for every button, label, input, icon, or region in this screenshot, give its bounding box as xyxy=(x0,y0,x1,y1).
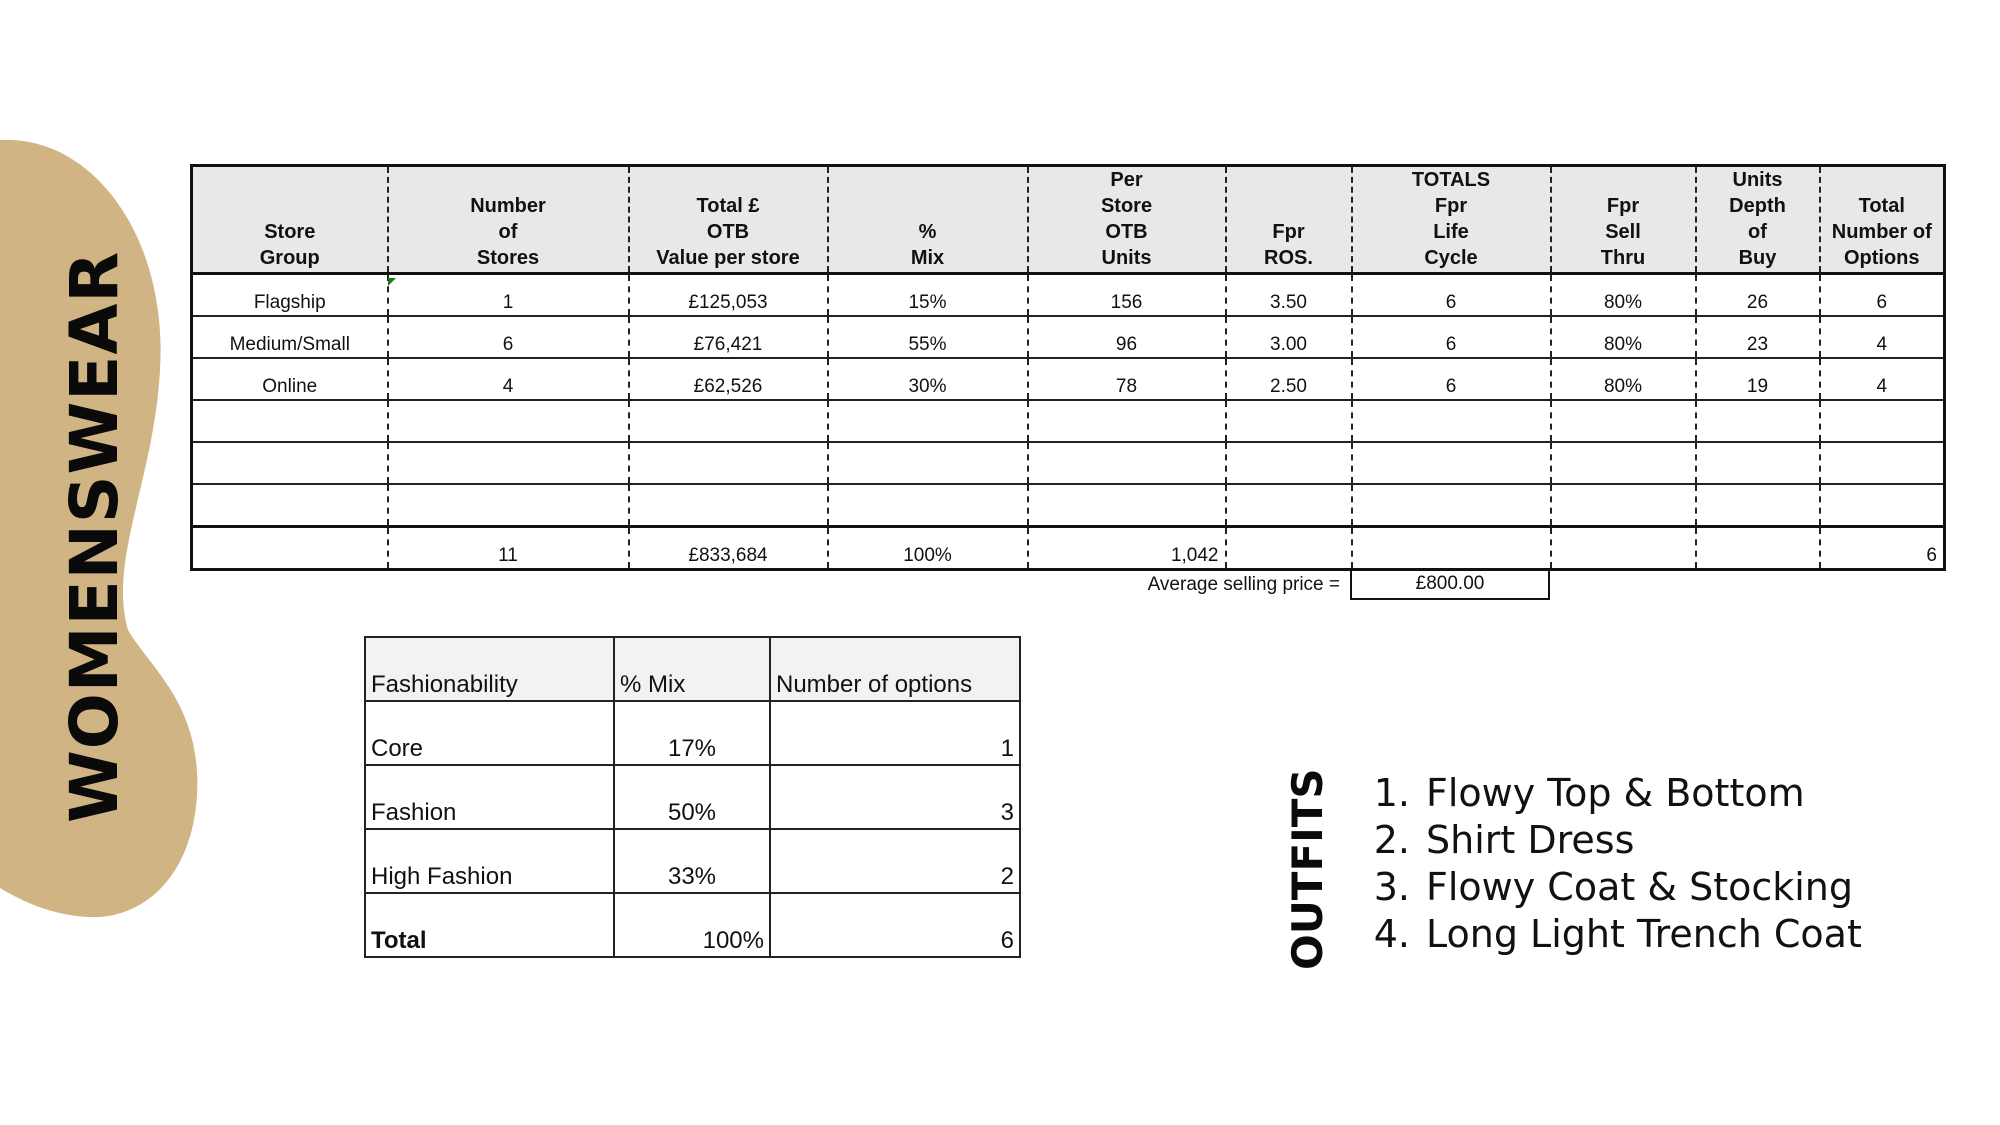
fashionability-cell: Core xyxy=(365,701,614,765)
table-row xyxy=(365,829,1020,893)
table-cell: 4 xyxy=(388,358,629,400)
outfit-label: Flowy Top & Bottom xyxy=(1426,771,1805,815)
header-line: Fpr xyxy=(1606,195,1640,217)
options-cell: 1 xyxy=(770,701,1020,765)
header-line: OTB xyxy=(1105,221,1148,243)
header-cell xyxy=(388,166,629,274)
table-cell xyxy=(1820,484,1945,527)
total-mix: 100% xyxy=(614,893,770,957)
table-cell: 78 xyxy=(1028,358,1226,400)
total-options: 6 xyxy=(770,893,1020,957)
total-cell xyxy=(192,527,388,570)
table-row xyxy=(365,701,1020,765)
mix-cell: 17% xyxy=(614,701,770,765)
table-cell xyxy=(1352,400,1551,442)
header-line: Number xyxy=(470,195,546,217)
table-cell: 6 xyxy=(1352,358,1551,400)
table-row xyxy=(192,442,1945,484)
table-cell xyxy=(1551,400,1696,442)
fashionability-header-row xyxy=(365,637,1020,701)
table-cell: Medium/Small xyxy=(192,316,388,358)
header-line: Life xyxy=(1433,221,1469,243)
header-cell: % Mix xyxy=(614,637,770,701)
table-cell xyxy=(1696,400,1820,442)
table-cell xyxy=(388,442,629,484)
table-cell: 80% xyxy=(1551,358,1696,400)
header-line: Mix xyxy=(910,247,945,269)
table-cell: 6 xyxy=(388,316,629,358)
header-line: of xyxy=(498,221,518,243)
table-cell xyxy=(1352,484,1551,527)
header-cell xyxy=(828,166,1028,274)
fashionability-cell: High Fashion xyxy=(365,829,614,893)
table-cell: 4 xyxy=(1820,316,1945,358)
section-title: WOMENSWEAR xyxy=(56,250,133,823)
table-row xyxy=(365,765,1020,829)
table-cell: 15% xyxy=(828,274,1028,317)
header-line: OTB xyxy=(706,221,750,243)
table-cell xyxy=(1226,400,1352,442)
table-cell: £125,053 xyxy=(629,274,828,317)
header-cell xyxy=(192,166,388,274)
table-cell xyxy=(1028,400,1226,442)
table-cell xyxy=(629,400,828,442)
otb-header-row xyxy=(192,166,1945,274)
outfits-title: OUTFITS xyxy=(1283,768,1332,970)
table-cell xyxy=(629,442,828,484)
header-line: Sell xyxy=(1605,221,1641,243)
header-line: Buy xyxy=(1738,247,1777,269)
header-line: TOTALS xyxy=(1411,169,1491,191)
total-cell xyxy=(1226,527,1352,570)
total-cell: £833,684 xyxy=(629,527,828,570)
header-line: Depth xyxy=(1729,195,1786,217)
header-line: Stores xyxy=(476,247,540,269)
table-cell xyxy=(192,400,388,442)
total-cell: 6 xyxy=(1820,527,1945,570)
table-cell: 96 xyxy=(1028,316,1226,358)
header-cell xyxy=(1696,166,1820,274)
table-cell: 80% xyxy=(1551,274,1696,317)
table-cell: 3.00 xyxy=(1226,316,1352,358)
table-cell xyxy=(1028,442,1226,484)
outfit-number: 3. xyxy=(1373,865,1410,909)
total-label: Total xyxy=(365,893,614,957)
header-line: Store xyxy=(264,221,316,243)
table-cell xyxy=(1820,400,1945,442)
table-cell: 30% xyxy=(828,358,1028,400)
header-line: Cycle xyxy=(1424,247,1478,269)
outfit-number: 4. xyxy=(1373,912,1410,956)
table-cell: 19 xyxy=(1696,358,1820,400)
header-line: Group xyxy=(259,247,320,269)
header-line: Total xyxy=(1858,195,1905,217)
header-cell xyxy=(1226,166,1352,274)
table-cell xyxy=(388,484,629,527)
total-cell: 11 xyxy=(388,527,629,570)
table-cell: £76,421 xyxy=(629,316,828,358)
header-cell xyxy=(1028,166,1226,274)
table-cell: 1 xyxy=(388,274,629,317)
table-cell: £62,526 xyxy=(629,358,828,400)
header-line: Value per store xyxy=(656,247,800,269)
table-row xyxy=(192,484,1945,527)
otb-table xyxy=(190,164,1946,571)
table-cell: 55% xyxy=(828,316,1028,358)
header-line: % xyxy=(918,221,937,243)
total-row xyxy=(192,527,1945,570)
table-cell xyxy=(1352,442,1551,484)
options-cell: 2 xyxy=(770,829,1020,893)
header-line: Per xyxy=(1110,169,1143,191)
table-cell: 23 xyxy=(1696,316,1820,358)
table-cell xyxy=(1696,442,1820,484)
mix-cell: 33% xyxy=(614,829,770,893)
table-cell: 6 xyxy=(1352,316,1551,358)
table-cell: 6 xyxy=(1352,274,1551,317)
outfit-number: 1. xyxy=(1373,771,1410,815)
options-cell: 3 xyxy=(770,765,1020,829)
total-row xyxy=(365,893,1020,957)
table-cell xyxy=(828,442,1028,484)
outfit-label: Shirt Dress xyxy=(1426,818,1635,862)
table-cell: 4 xyxy=(1820,358,1945,400)
header-cell: Number of options xyxy=(770,637,1020,701)
total-cell: 1,042 xyxy=(1028,527,1226,570)
table-cell xyxy=(629,484,828,527)
total-cell xyxy=(1352,527,1551,570)
table-cell xyxy=(1226,442,1352,484)
table-cell xyxy=(1028,484,1226,527)
table-cell: 2.50 xyxy=(1226,358,1352,400)
fashionability-table xyxy=(364,636,1021,958)
table-cell: 6 xyxy=(1820,274,1945,317)
header-line: Fpr xyxy=(1434,195,1468,217)
table-cell: Flagship xyxy=(192,274,388,317)
table-cell: 156 xyxy=(1028,274,1226,317)
table-cell xyxy=(828,400,1028,442)
table-cell xyxy=(1551,442,1696,484)
total-cell: 100% xyxy=(828,527,1028,570)
header-cell xyxy=(1551,166,1696,274)
table-cell xyxy=(1820,442,1945,484)
avg-selling-price-value: £800.00 xyxy=(1350,571,1550,600)
table-cell xyxy=(1551,484,1696,527)
header-line: Units xyxy=(1732,169,1783,191)
outfit-label: Long Light Trench Coat xyxy=(1426,912,1862,956)
table-cell xyxy=(1226,484,1352,527)
table-cell xyxy=(192,484,388,527)
fashionability-cell: Fashion xyxy=(365,765,614,829)
header-cell xyxy=(1352,166,1551,274)
avg-selling-price-row xyxy=(190,571,1949,601)
header-line: Fpr xyxy=(1272,221,1305,243)
table-row xyxy=(192,400,1945,442)
header-cell: Fashionability xyxy=(365,637,614,701)
mix-cell: 50% xyxy=(614,765,770,829)
table-cell xyxy=(192,442,388,484)
header-line: of xyxy=(1748,221,1767,243)
outfit-label: Flowy Coat & Stocking xyxy=(1426,865,1853,909)
header-line: Number of xyxy=(1831,221,1932,243)
table-cell: Online xyxy=(192,358,388,400)
outfit-number: 2. xyxy=(1373,818,1410,862)
header-cell xyxy=(629,166,828,274)
table-cell: 80% xyxy=(1551,316,1696,358)
table-row xyxy=(192,274,1945,317)
table-row xyxy=(192,358,1945,400)
header-line: Thru xyxy=(1600,247,1646,269)
otb-section xyxy=(190,164,1949,601)
table-cell: 3.50 xyxy=(1226,274,1352,317)
avg-selling-price-label: Average selling price = xyxy=(1147,574,1340,595)
table-cell xyxy=(388,400,629,442)
table-cell xyxy=(828,484,1028,527)
header-line: Units xyxy=(1101,247,1152,269)
table-cell xyxy=(1696,484,1820,527)
header-cell xyxy=(1820,166,1945,274)
header-line: Total £ xyxy=(696,195,760,217)
header-line: Options xyxy=(1843,247,1920,269)
table-cell: 26 xyxy=(1696,274,1820,317)
cell-note-marker xyxy=(388,278,396,286)
table-row xyxy=(192,316,1945,358)
total-cell xyxy=(1551,527,1696,570)
header-line: ROS. xyxy=(1264,247,1313,269)
total-cell xyxy=(1696,527,1820,570)
header-line: Store xyxy=(1100,195,1153,217)
